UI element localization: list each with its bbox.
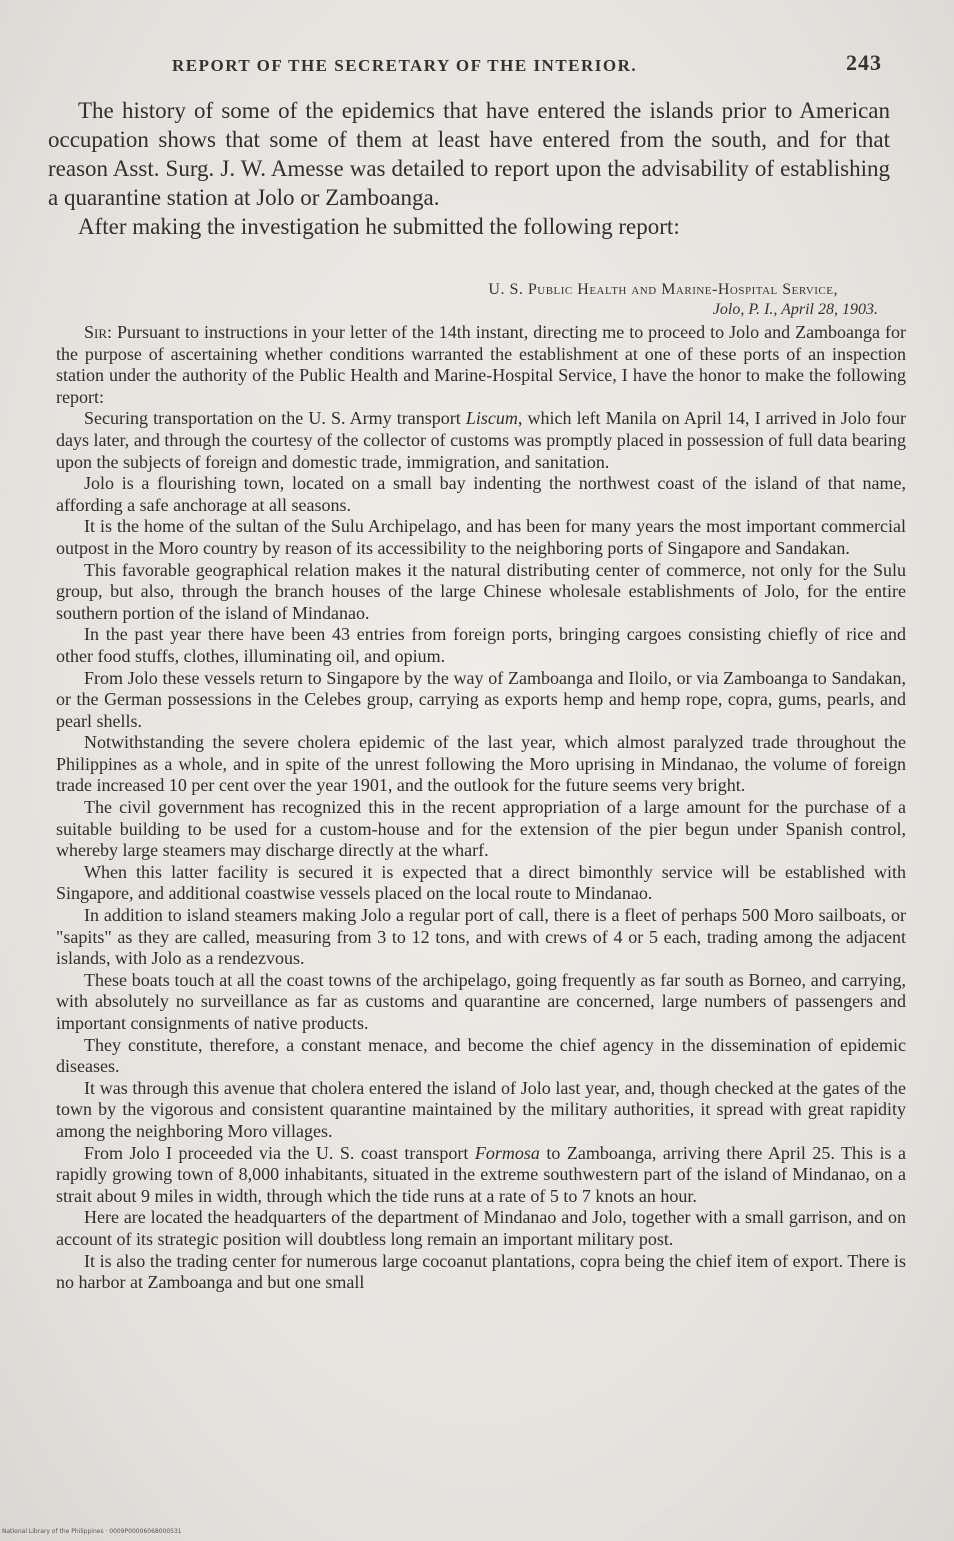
- letter-paragraph: From Jolo these vessels return to Singapore by the way of Zamboanga and Iloilo, or via Zamboanga to Sandakan, or the German possessions in the Celebes group, carrying as exports hemp and hemp rope, copra, gums, pearls, and pearl shells.: [56, 667, 906, 731]
- text-run: Securing transportation on the U. S. Army transport: [84, 408, 466, 429]
- letter-paragraph: It is the home of the sultan of the Sulu Archipelago, and has been for many years the most important commercial outpost in the Moro country by reason of its accessibility to the neighboring ports of Singapore and Sandakan.: [56, 516, 906, 558]
- letter-opening: Pursuant to instructions in your letter of the 14th instant, directing me to proceed to Jolo and Zamboanga for the purpose of ascertaining whether conditions warranted the establishment at one of these ports of an inspection station under the authority of the Public Health and Marine-Hospital Service, I have the honor to make the following report:: [56, 322, 907, 407]
- text-run: to Zamboanga, arriving there April 25. This is a rapidly growing town of 8,000 inhabitants, situated in the extreme southwestern part of the island of Mindanao, on a strait about 9 miles in width, through which the tide runs at a rate of 5 to 7 knots an hour.: [56, 1142, 906, 1206]
- ship-name: Formosa: [474, 1142, 540, 1163]
- library-watermark: National Library of the Philippines · 0009P00006068000531: [2, 1528, 182, 1535]
- letter-paragraph: The civil government has recognized this in the recent appropriation of a large amount for the purchase of a suitable building to be used for a custom-house and for the extension of the pier begun under Spanish control, whereby large steamers may discharge directly at the wharf.: [56, 797, 906, 861]
- text-run: , which left Manila on April 14, I arrived in Jolo four days later, and through the courtesy of the collector of customs was promptly placed in possession of full data bearing upon the subjects of foreign and domestic trade, immigration, and sanitation.: [56, 408, 906, 472]
- letterhead-organization: U. S. Public Health and Marine-Hospital Service,: [488, 281, 838, 298]
- intro-paragraph: The history of some of the epidemics that have entered the islands prior to American occupation shows that some of them at least have entered from the south, and for that reason Asst. Surg. J. W. Amesse was detailed to report upon the advisability of establishing a quarantine station at Jolo or Zamboanga.: [48, 98, 890, 210]
- page-number: 243: [846, 50, 882, 75]
- letter-body: [56, 322, 906, 1294]
- text-run: From Jolo I proceeded via the U. S. coast transport: [84, 1142, 475, 1163]
- letter-paragraph: Notwithstanding the severe cholera epidemic of the last year, which almost paralyzed trade throughout the Philippines as a whole, and in spite of the unrest following the Moro uprising in Mindanao, the volume of foreign trade increased 10 per cent over the year 1901, and the outlook for the future seems very bright.: [56, 732, 906, 796]
- letter-paragraph: [56, 322, 906, 408]
- salutation: Sir:: [84, 322, 113, 342]
- letterhead-place-date: Jolo, P. I., April 28, 1903.: [712, 301, 878, 318]
- letter-paragraph: In addition to island steamers making Jolo a regular port of call, there is a fleet of perhaps 500 Moro sailboats, or "sapits" as they are called, measuring from 3 to 12 tons, and with crews of 4 or 5 each, trading among the adjacent islands, with Jolo as a rendezvous.: [56, 905, 906, 969]
- letter-paragraph: They constitute, therefore, a constant menace, and become the chief agency in the dissemination of epidemic diseases.: [56, 1034, 906, 1077]
- intro-paragraph: After making the investigation he submitted the following report:: [78, 214, 680, 239]
- running-head-title: REPORT OF THE SECRETARY OF THE INTERIOR.: [172, 56, 638, 75]
- letter-paragraph: In the past year there have been 43 entries from foreign ports, bringing cargoes consisting chiefly of rice and other food stuffs, clothes, illuminating oil, and opium.: [56, 624, 906, 666]
- letter-paragraph: These boats touch at all the coast towns of the archipelago, going frequently as far south as Borneo, and carrying, with absolutely no surveillance as far as customs and quarantine are concerned, large numbers of passengers and important consignments of native products.: [56, 969, 906, 1033]
- letter-paragraph: Jolo is a flourishing town, located on a small bay indenting the northwest coast of the island of that name, affording a safe anchorage at all seasons.: [56, 473, 906, 515]
- letter-paragraph: Here are located the headquarters of the department of Mindanao and Jolo, together with a small garrison, and on account of its strategic position will doubtless long remain an important military post.: [56, 1207, 906, 1249]
- letter-paragraph: It was through this avenue that cholera entered the island of Jolo last year, and, though checked at the gates of the town by the vigorous and consistent quarantine maintained by the military authorities, it spread with great rapidity among the neighboring Moro villages.: [56, 1077, 906, 1141]
- intro-text: [48, 96, 890, 241]
- letter-paragraph: It is also the trading center for numerous large cocoanut plantations, copra being the chief item of export. There is no harbor at Zamboanga and but one small: [56, 1250, 906, 1293]
- letter-paragraph: When this latter facility is secured it is expected that a direct bimonthly service will be established with Singapore, and additional coastwise vessels placed on the local route to Mindanao.: [56, 861, 906, 904]
- letter-paragraph: This favorable geographical relation makes it the natural distributing center of commerce, not only for the Sulu group, but also, through the branch houses of the large Chinese wholesale establishments of Jolo, for the entire southern portion of the island of Mindanao.: [56, 559, 906, 623]
- letter-paragraph: [56, 408, 906, 473]
- letter-paragraph: [56, 1143, 906, 1208]
- letterhead: [48, 280, 878, 320]
- ship-name: Liscum: [465, 408, 518, 429]
